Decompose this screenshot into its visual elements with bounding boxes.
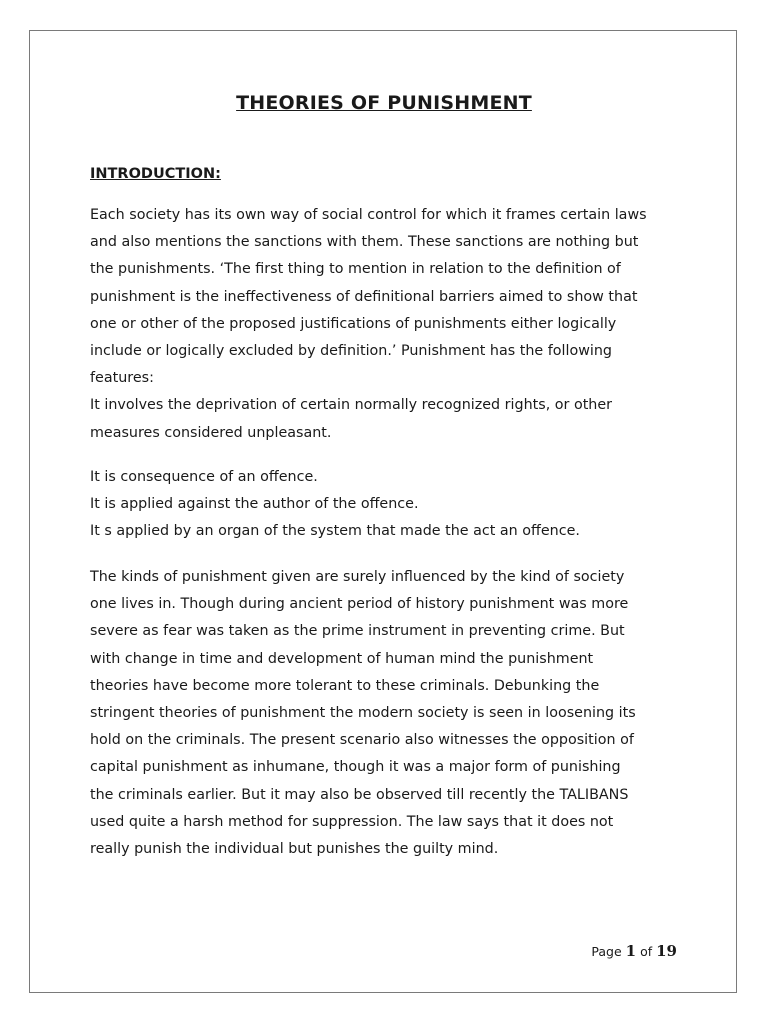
page-label: Page <box>591 944 622 959</box>
text-line: It is applied against the author of the offence. <box>90 496 419 513</box>
text-line: Each society has its own way of social control for which it frames certain laws <box>90 207 647 223</box>
text-line: It s applied by an organ of the system that made the act an offence. <box>90 523 580 540</box>
paragraph-kinds-of-punishment <box>90 564 690 863</box>
text-line: theories have become more tolerant to these criminals. Debunking the <box>90 677 600 694</box>
text-line: and also mentions the sanctions with them. These sanctions are nothing but <box>90 234 639 251</box>
paragraph-features <box>90 464 690 546</box>
text-line: the punishments. ‘The first thing to mention in relation to the definition of <box>90 261 621 278</box>
document-title: THEORIES OF PUNISHMENT <box>236 92 532 114</box>
paragraph-introduction <box>90 202 690 447</box>
text-line: really punish the individual but punishes the guilty mind. <box>90 841 499 858</box>
total-pages-number: 19 <box>656 942 677 960</box>
section-heading-introduction: INTRODUCTION: <box>90 166 221 182</box>
text-line: The kinds of punishment given are surely influenced by the kind of society <box>90 569 625 585</box>
text-line: features: <box>90 370 154 387</box>
text-line: one lives in. Though during ancient period of history punishment was more <box>90 596 629 613</box>
text-line: capital punishment as inhumane, though it was a major form of punishing <box>90 759 621 776</box>
text-line: include or logically excluded by definition.’ Punishment has the following <box>90 343 613 360</box>
current-page-number: 1 <box>625 942 637 960</box>
text-line: It is consequence of an offence. <box>90 469 318 485</box>
text-line: hold on the criminals. The present scenario also witnesses the opposition of <box>90 732 634 749</box>
page-number <box>591 942 677 960</box>
text-line: measures considered unpleasant. <box>90 424 332 441</box>
text-line: stringent theories of punishment the modern society is seen in loosening its <box>90 705 636 722</box>
text-line: It involves the deprivation of certain normally recognized rights, or other <box>90 397 613 414</box>
text-line: with change in time and development of human mind the punishment <box>90 650 594 667</box>
text-line: severe as fear was taken as the prime instrument in preventing crime. But <box>90 623 625 640</box>
text-line: punishment is the ineffectiveness of definitional barriers aimed to show that <box>90 288 638 305</box>
text-line: one or other of the proposed justifications of punishments either logically <box>90 315 617 332</box>
of-label: of <box>640 944 653 959</box>
text-line: used quite a harsh method for suppression. The law says that it does not <box>90 813 614 830</box>
text-line: the criminals earlier. But it may also be observed till recently the TALIBANS <box>90 786 629 803</box>
